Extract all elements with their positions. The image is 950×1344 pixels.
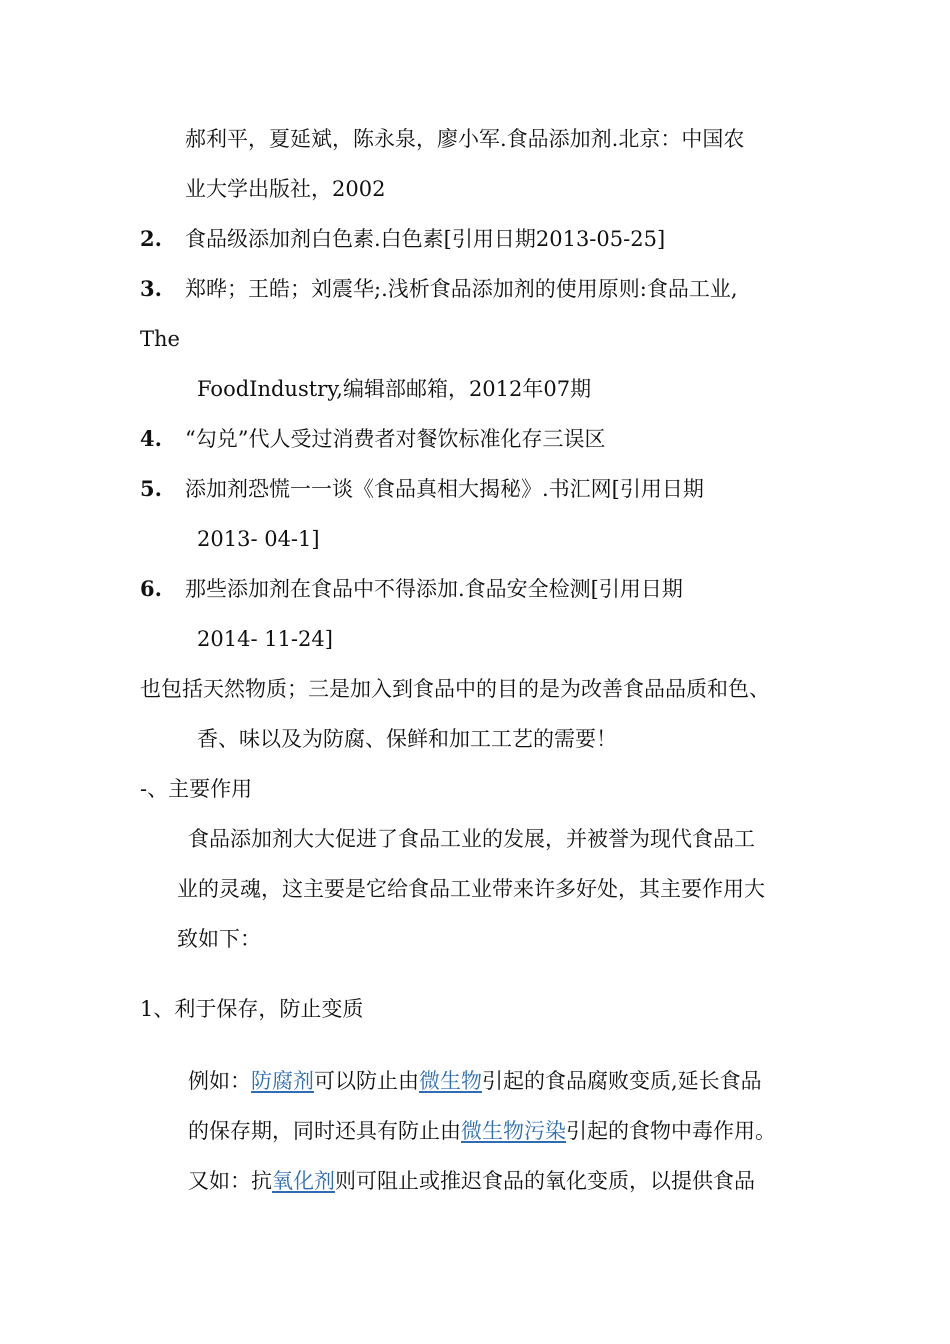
paragraph-3-line-3 (188, 1167, 755, 1195)
paragraph-3-line-2 (188, 1117, 776, 1145)
subheading: 1、利于保存，防止变质 (140, 997, 364, 1021)
reference-4-number: 4. (140, 426, 162, 451)
paragraph-3-text: 引起的食物中毒作用。 (566, 1119, 776, 1143)
reference-3-number: 3. (140, 276, 162, 301)
reference-2 (140, 225, 665, 253)
reference-4 (140, 425, 605, 453)
reference-2-text: 食品级添加剂白色素.白色素[引用日期2013-05-25] (185, 227, 666, 251)
reference-3-text: 郑晔；王皓；刘震华;.浅析食品添加剂的使用原则:食品工业, (185, 277, 738, 301)
paragraph-3-text: 又如：抗 (188, 1169, 272, 1193)
paragraph-3-text: 引起的食品腐败变质,延长食品 (482, 1069, 762, 1093)
paragraph-3-text: 可以防止由 (314, 1069, 419, 1093)
reference-5-number: 5. (140, 476, 162, 501)
preservative-link[interactable]: 防腐剂 (251, 1069, 314, 1093)
antioxidant-link[interactable]: 氧化剂 (272, 1169, 335, 1193)
microorganism-link[interactable]: 微生物 (419, 1069, 482, 1093)
reference-3-line-2: The (140, 327, 180, 351)
paragraph-3-text: 则可阻止或推迟食品的氧化变质，以提供食品 (335, 1169, 755, 1193)
microbial-contamination-link[interactable]: 微生物污染 (461, 1119, 566, 1143)
reference-5 (140, 475, 704, 503)
reference-1-line-1: 郝利平，夏延斌，陈永泉，廖小军.食品添加剂.北京：中国农 (185, 127, 745, 151)
paragraph-3-text: 例如： (188, 1069, 251, 1093)
reference-6-line-2: 2014- 11-24] (197, 627, 333, 651)
paragraph-3-line-1 (188, 1067, 762, 1095)
reference-1-line-2: 业大学出版社，2002 (185, 177, 386, 201)
reference-6-text: 那些添加剂在食品中不得添加.食品安全检测[引用日期 (185, 577, 683, 601)
section-heading: -、主要作用 (140, 777, 253, 801)
reference-5-line-2: 2013- 04-1] (197, 527, 320, 551)
reference-6 (140, 575, 683, 603)
reference-3-line-3: FoodIndustry,编辑部邮箱，2012年07期 (197, 377, 592, 401)
reference-2-number: 2. (140, 226, 162, 251)
paragraph-3-text: 的保存期，同时还具有防止由 (188, 1119, 461, 1143)
paragraph-1-line-2: 香、味以及为防腐、保鲜和加工工艺的需要！ (197, 727, 617, 751)
reference-4-text: “勾兑”代人受过消费者对餐饮标准化存三误区 (185, 427, 606, 451)
reference-6-number: 6. (140, 576, 162, 601)
paragraph-1-line-1: 也包括天然物质；三是加入到食品中的目的是为改善食品品质和色、 (140, 677, 770, 701)
paragraph-2-line-2: 业的灵魂，这主要是它给食品工业带来许多好处，其主要作用大 (177, 877, 765, 901)
reference-3 (140, 275, 738, 303)
reference-5-text: 添加剂恐慌一一谈《食品真相大揭秘》.书汇网[引用日期 (185, 477, 704, 501)
paragraph-2-line-3: 致如下： (177, 927, 261, 951)
paragraph-2-line-1: 食品添加剂大大促进了食品工业的发展，并被誉为现代食品工 (188, 827, 755, 851)
